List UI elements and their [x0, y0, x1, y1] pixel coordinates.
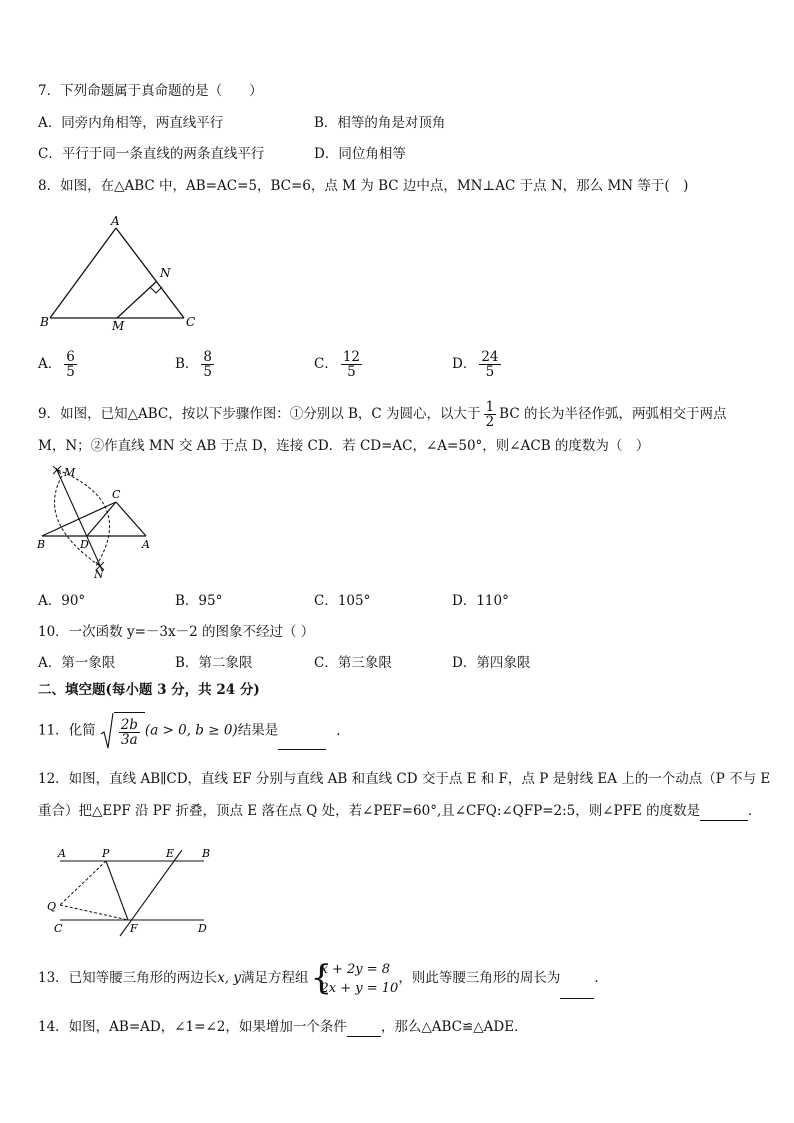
q12-segment-qf	[60, 905, 128, 920]
q12-line2-text: 重合）把△EPF 沿 PF 折叠，顶点 E 落在点 Q 处，若∠PEF=60°,且∠CFQ:∠QFP=2:5，则∠PFE 的度数是	[38, 803, 701, 819]
q12-label-e: E	[166, 847, 175, 860]
q8-right-angle-mark	[150, 287, 162, 293]
q9-option-d: D．110°	[452, 593, 509, 609]
q12-stem-line2	[38, 802, 762, 821]
q9-stem-pre: 9．如图，已知△ABC，按以下步骤作图：①分别以 B，C 为圆心，以大于	[38, 406, 481, 422]
q9-side-bc	[42, 502, 116, 536]
q11-stem	[38, 712, 350, 750]
q8-option-d	[452, 350, 504, 379]
q14-stem	[38, 1018, 528, 1037]
section-2-heading: 二、填空题(每小题 3 分，共 24 分)	[38, 682, 260, 698]
q8-segment-mn	[117, 281, 157, 318]
q11-radical	[100, 712, 145, 750]
q8-option-a	[38, 350, 80, 379]
q11-answer-blank	[278, 713, 326, 750]
q8-option-b	[175, 350, 217, 379]
q14-answer-blank	[347, 1018, 381, 1037]
q9-construction-figure	[36, 462, 156, 580]
q8-stem: 8．如图，在△ABC 中，AB=AC=5，BC=6，点 M 为 BC 边中点，MN⊥AC 于点 N，那么 MN 等于( )	[38, 178, 689, 194]
q8-label-m: M	[112, 319, 125, 333]
q9-stem-post: BC 的长为半径作弧，两弧相交于两点	[499, 406, 727, 422]
q8-triangle-figure	[36, 214, 206, 334]
q13-post: ，则此等腰三角形的周长为	[398, 970, 561, 986]
q8-label-n: N	[160, 266, 171, 280]
q12-label-c: C	[54, 922, 63, 935]
q8-side-ab	[50, 228, 116, 318]
q7-stem: 7．下列命题属于真命题的是（ ）	[38, 83, 263, 99]
q8-option-b-letter: B．	[175, 356, 199, 372]
q12-parallel-lines-figure	[46, 844, 216, 938]
q7-option-a: A．同旁内角相等，两直线平行	[38, 115, 224, 131]
q9-label-d: D	[80, 538, 89, 551]
q7-option-c: C．平行于同一条直线的两条直线平行	[38, 146, 265, 162]
q13-pre: 13．已知等腰三角形的两边长	[38, 970, 218, 986]
q9-option-c: C．105°	[314, 593, 371, 609]
q8-option-c-num: 12	[342, 349, 361, 365]
q7-option-d: D．同位角相等	[314, 146, 406, 162]
q10-stem: 10．一次函数 y=－3x－2 的图象不经过（ ）	[38, 624, 315, 640]
q12-label-f: F	[130, 922, 138, 935]
q8-label-c: C	[186, 315, 196, 329]
q11-rad-den: 3a	[120, 732, 138, 748]
q13-mid: 满足方程组	[241, 970, 309, 986]
q9-label-n: N	[94, 568, 104, 580]
q11-radical-sign	[100, 712, 114, 750]
q11-condition: (a > 0, b ≥ 0)	[144, 722, 238, 739]
q8-option-a-letter: A．	[38, 356, 62, 372]
q12-label-p: P	[102, 847, 110, 860]
q10-option-d: D．第四象限	[452, 655, 531, 671]
q8-option-b-num: 8	[203, 349, 213, 365]
q8-option-d-num: 24	[481, 349, 499, 365]
q11-pre: 11．化简	[38, 722, 96, 739]
q8-option-b-den: 5	[203, 364, 213, 380]
q9-segment-cd	[87, 502, 116, 536]
q9-stem-line1	[38, 400, 726, 429]
q12-end: ．	[748, 803, 762, 819]
q13-answer-blank	[560, 958, 594, 999]
q12-label-b: B	[202, 847, 211, 860]
q10-option-a: A．第一象限	[38, 655, 116, 671]
q12-label-d: D	[198, 922, 207, 935]
q10-option-c: C．第三象限	[314, 655, 392, 671]
q12-segment-pf	[106, 861, 128, 920]
q8-label-a: A	[111, 214, 120, 228]
q7-option-b: B．相等的角是对顶角	[314, 115, 446, 131]
q13-eq1: x + 2y = 8	[320, 961, 391, 977]
q8-option-a-den: 5	[66, 364, 75, 380]
q10-option-b: B．第二象限	[175, 655, 253, 671]
q8-option-c-letter: C．	[314, 356, 338, 372]
q9-cross-m	[53, 466, 61, 474]
q8-option-c-den: 5	[347, 364, 356, 380]
q8-option-d-den: 5	[485, 364, 495, 380]
q9-label-c: C	[112, 488, 121, 501]
q11-rad-num: 2b	[120, 717, 138, 733]
q8-option-d-letter: D．	[452, 356, 477, 372]
q9-option-b: B．95°	[175, 593, 223, 609]
q9-side-ca	[116, 502, 146, 536]
q13-equation-system	[310, 957, 399, 998]
q9-label-b: B	[37, 538, 46, 551]
q8-option-c	[314, 350, 365, 379]
q12-label-a: A	[58, 847, 66, 860]
q8-label-b: B	[40, 315, 49, 329]
q12-label-q: Q	[47, 900, 57, 913]
q12-stem-line1: 12．如图，直线 AB∥CD，直线 EF 分别与直线 AB 和直线 CD 交于点 E 和 F，点 P 是射线 EA 上的一个动点（P 不与 E	[38, 771, 771, 787]
q12-segment-pq	[60, 861, 106, 905]
q9-arc-left	[54, 476, 100, 566]
q9-label-m: M	[64, 466, 76, 479]
q13-eq2: 2x + y = 10	[320, 980, 399, 996]
q9-option-a: A．90°	[38, 593, 86, 609]
q13-end: ．	[594, 970, 608, 986]
q12-answer-blank	[700, 802, 748, 821]
q14-pre: 14．如图，AB=AD，∠1=∠2，如果增加一个条件	[38, 1019, 347, 1035]
q13-vars: x, y	[217, 970, 242, 986]
q8-side-ac	[116, 228, 184, 318]
q11-end: ．	[336, 722, 350, 739]
q13-stem	[38, 958, 608, 999]
q9-stem-line2: M，N；②作直线 MN 交 AB 于点 D，连接 CD．若 CD=AC，∠A=50°，则∠ACB 的度数为（ ）	[38, 438, 650, 454]
q11-post: 结果是	[237, 722, 279, 739]
q13-brace: {	[310, 957, 333, 998]
q9-label-a: A	[142, 538, 150, 551]
q14-post: ，那么△ABC≌△ADE．	[380, 1019, 528, 1035]
q8-option-a-num: 6	[66, 349, 75, 365]
q9-frac-den: 2	[485, 414, 495, 430]
q9-frac-num: 1	[485, 399, 495, 415]
